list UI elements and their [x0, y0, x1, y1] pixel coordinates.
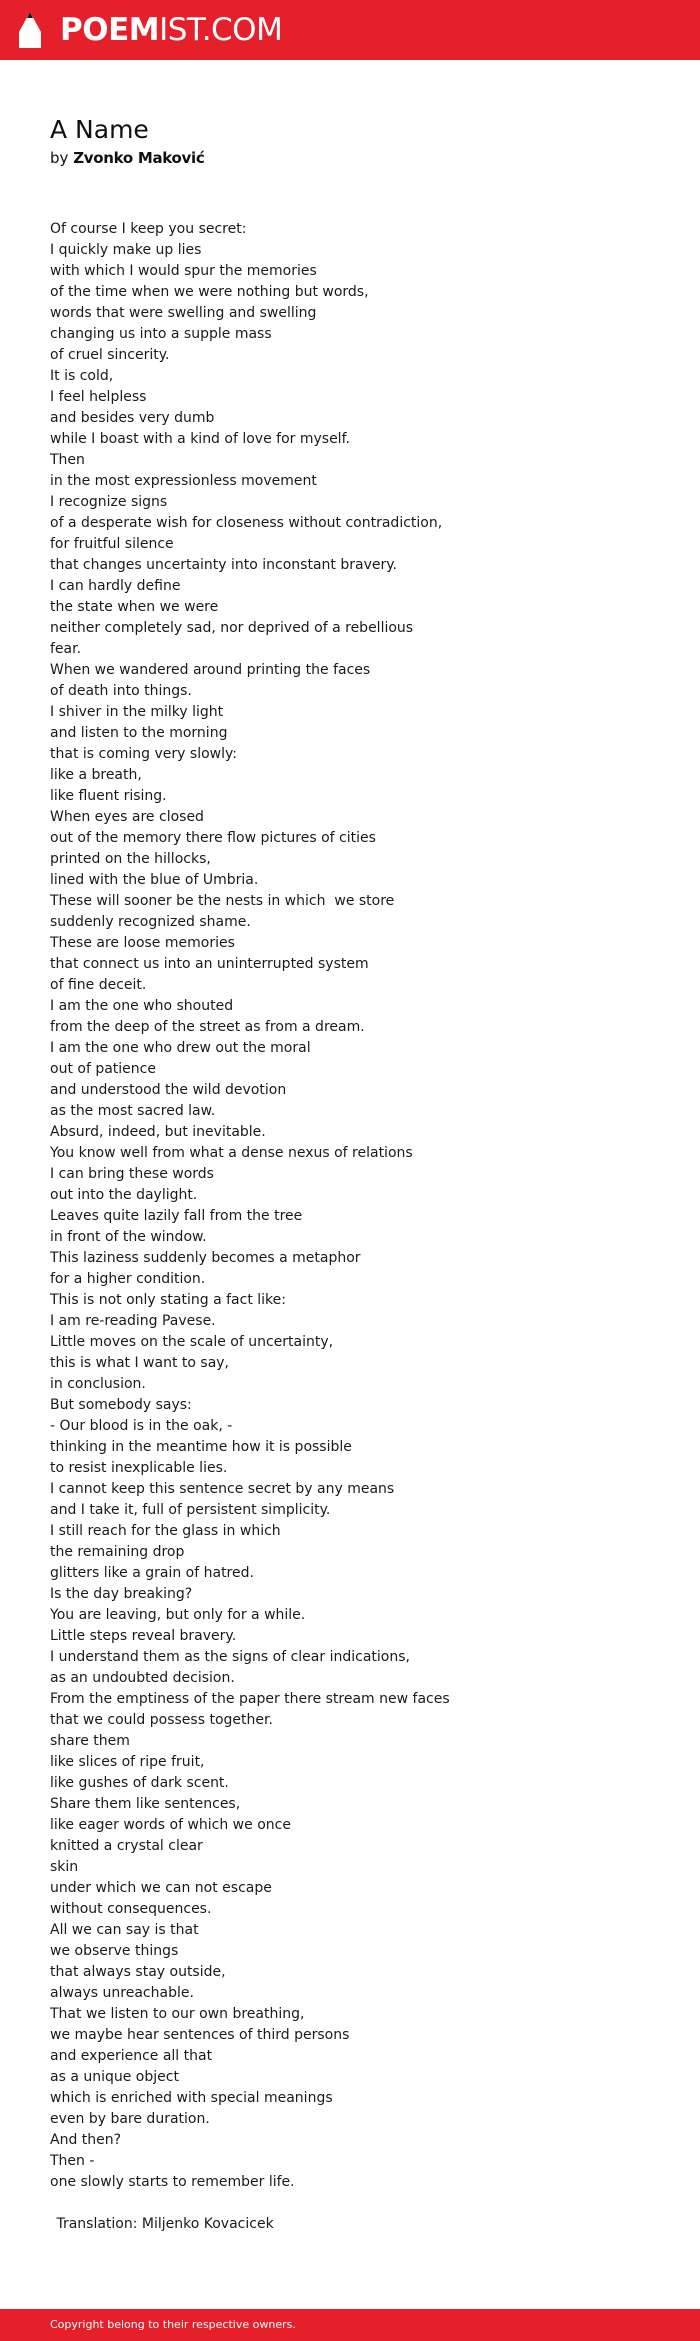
poem-line: like slices of ripe fruit, — [50, 1754, 205, 1770]
poem-line: for a higher condition. — [50, 1271, 206, 1287]
pencil-icon — [17, 11, 43, 49]
poem-line: of the time when we were nothing but words, — [50, 284, 369, 300]
poem-line: I am re-reading Pavese. — [50, 1313, 216, 1329]
poem-line: When eyes are closed — [50, 809, 204, 825]
poem-line: I can hardly define — [50, 578, 181, 594]
poem-line: even by bare duration. — [50, 2111, 210, 2127]
poem-line: From the emptiness of the paper there stream new faces — [50, 1691, 450, 1707]
poem-line: words that were swelling and swelling — [50, 305, 317, 321]
poem-line: That we listen to our own breathing, — [50, 2006, 305, 2022]
poem-line: and I take it, full of persistent simplicity. — [50, 1502, 331, 1518]
poem-line: I still reach for the glass in which — [50, 1523, 281, 1539]
poem-line: Little steps reveal bravery. — [50, 1628, 237, 1644]
poem-line: that is coming very slowly: — [50, 746, 237, 762]
poem-line: Is the day breaking? — [50, 1586, 193, 1602]
poem-line: out of the memory there flow pictures of cities — [50, 830, 376, 846]
logo-text — [60, 11, 282, 49]
poem-line: in conclusion. — [50, 1376, 146, 1392]
poem-line: this is what I want to say, — [50, 1355, 230, 1371]
poem-line: and besides very dumb — [50, 410, 215, 426]
poem-line: I can bring these words — [50, 1166, 214, 1182]
poem-line: the remaining drop — [50, 1544, 185, 1560]
poem-line: knitted a crystal clear — [50, 1838, 203, 1854]
poem-line: of cruel sincerity. — [50, 347, 170, 363]
logo-text-bold: POEM — [60, 12, 160, 48]
poem-title: A Name — [50, 115, 149, 144]
poem-line: These are loose memories — [50, 935, 235, 951]
poem-line: fear. — [50, 641, 82, 657]
poem-line: like eager words of which we once — [50, 1817, 291, 1833]
poem-line: of a desperate wish for closeness without contradiction, — [50, 515, 443, 531]
poem-line: while I boast with a kind of love for myself. — [50, 431, 350, 447]
poem-line: thinking in the meantime how it is possible — [50, 1439, 352, 1455]
poem-line: for fruitful silence — [50, 536, 174, 552]
poem-line: This laziness suddenly becomes a metaphor — [50, 1250, 361, 1266]
poem-body — [50, 219, 670, 2193]
poem-line: one slowly starts to remember life. — [50, 2174, 295, 2190]
top-bar — [0, 0, 700, 60]
poem-line: of death into things. — [50, 683, 192, 699]
author-link[interactable]: Zvonko Maković — [73, 149, 205, 167]
poem-line: to resist inexplicable lies. — [50, 1460, 228, 1476]
by-label: by — [50, 149, 69, 167]
poem-line: changing us into a supple mass — [50, 326, 272, 342]
poem-line: out of patience — [50, 1061, 156, 1077]
poem-line: under which we can not escape — [50, 1880, 272, 1896]
poem-line: like gushes of dark scent. — [50, 1775, 229, 1791]
poem-line: lined with the blue of Umbria. — [50, 872, 259, 888]
poem-line: that always stay outside, — [50, 1964, 226, 1980]
poem-line: You know well from what a dense nexus of relations — [50, 1145, 413, 1161]
poem-line: glitters like a grain of hatred. — [50, 1565, 254, 1581]
site-logo[interactable] — [17, 11, 282, 49]
poem-line: like fluent rising. — [50, 788, 167, 804]
poem-line: And then? — [50, 2132, 122, 2148]
poem-line: Then - — [50, 2153, 95, 2169]
copyright-text: Copyright belong to their respective owners. — [50, 2318, 296, 2331]
poem-line: out into the daylight. — [50, 1187, 198, 1203]
poem-line: suddenly recognized shame. — [50, 914, 251, 930]
poem-line: of fine deceit. — [50, 977, 147, 993]
poem-line: Little moves on the scale of uncertainty, — [50, 1334, 334, 1350]
poem-line: in the most expressionless movement — [50, 473, 317, 489]
poem-line: Share them like sentences, — [50, 1796, 241, 1812]
poem-line: we observe things — [50, 1943, 179, 1959]
poem-line: and understood the wild devotion — [50, 1082, 287, 1098]
logo-text-light: IST.COM — [159, 12, 283, 48]
poem-line: in front of the window. — [50, 1229, 207, 1245]
poem-line: All we can say is that — [50, 1922, 199, 1938]
poem-line: neither completely sad, nor deprived of a rebellious — [50, 620, 414, 636]
poem-line: I shiver in the milky light — [50, 704, 224, 720]
poem-line: as an undoubted decision. — [50, 1670, 235, 1686]
poem-line: Of course I keep you secret: — [50, 221, 247, 237]
poem-line: that we could possess together. — [50, 1712, 273, 1728]
poem-line: I am the one who drew out the moral — [50, 1040, 311, 1056]
footer-bar — [0, 2309, 700, 2341]
poem-line: You are leaving, but only for a while. — [50, 1607, 306, 1623]
poem-line: from the deep of the street as from a dream. — [50, 1019, 365, 1035]
translation-credit: Translation: Miljenko Kovacicek — [52, 2216, 274, 2232]
poem-line: skin — [50, 1859, 79, 1875]
poem-line: that changes uncertainty into inconstant bravery. — [50, 557, 397, 573]
poem-line: as a unique object — [50, 2069, 179, 2085]
poem-line: as the most sacred law. — [50, 1103, 216, 1119]
poem-line: When we wandered around printing the faces — [50, 662, 371, 678]
poem-line: and experience all that — [50, 2048, 213, 2064]
poem-line: - Our blood is in the oak, - — [50, 1418, 233, 1434]
poem-line: the state when we were — [50, 599, 219, 615]
poem-line: These will sooner be the nests in which we store — [50, 893, 395, 909]
poem-line: I recognize signs — [50, 494, 168, 510]
poem-line: which is enriched with special meanings — [50, 2090, 333, 2106]
poem-line: This is not only stating a fact like: — [50, 1292, 286, 1308]
poem-line: Absurd, indeed, but inevitable. — [50, 1124, 266, 1140]
poem-line: like a breath, — [50, 767, 142, 783]
poem-line: I feel helpless — [50, 389, 147, 405]
poem-line: I am the one who shouted — [50, 998, 234, 1014]
poem-line: that connect us into an uninterrupted system — [50, 956, 369, 972]
poem-line: and listen to the morning — [50, 725, 228, 741]
poem-line: we maybe hear sentences of third persons — [50, 2027, 350, 2043]
poem-line: without consequences. — [50, 1901, 212, 1917]
poem-line: I cannot keep this sentence secret by any means — [50, 1481, 395, 1497]
poem-byline — [50, 146, 204, 170]
poem-line: I quickly make up lies — [50, 242, 202, 258]
poem-line: Then — [50, 452, 85, 468]
poem-line: But somebody says: — [50, 1397, 192, 1413]
poem-line: with which I would spur the memories — [50, 263, 317, 279]
poem-line: share them — [50, 1733, 130, 1749]
poem-line: Leaves quite lazily fall from the tree — [50, 1208, 303, 1224]
poem-line: always unreachable. — [50, 1985, 194, 2001]
poem-line: I understand them as the signs of clear indications, — [50, 1649, 410, 1665]
poem-line: It is cold, — [50, 368, 114, 384]
poem-line: printed on the hillocks, — [50, 851, 211, 867]
